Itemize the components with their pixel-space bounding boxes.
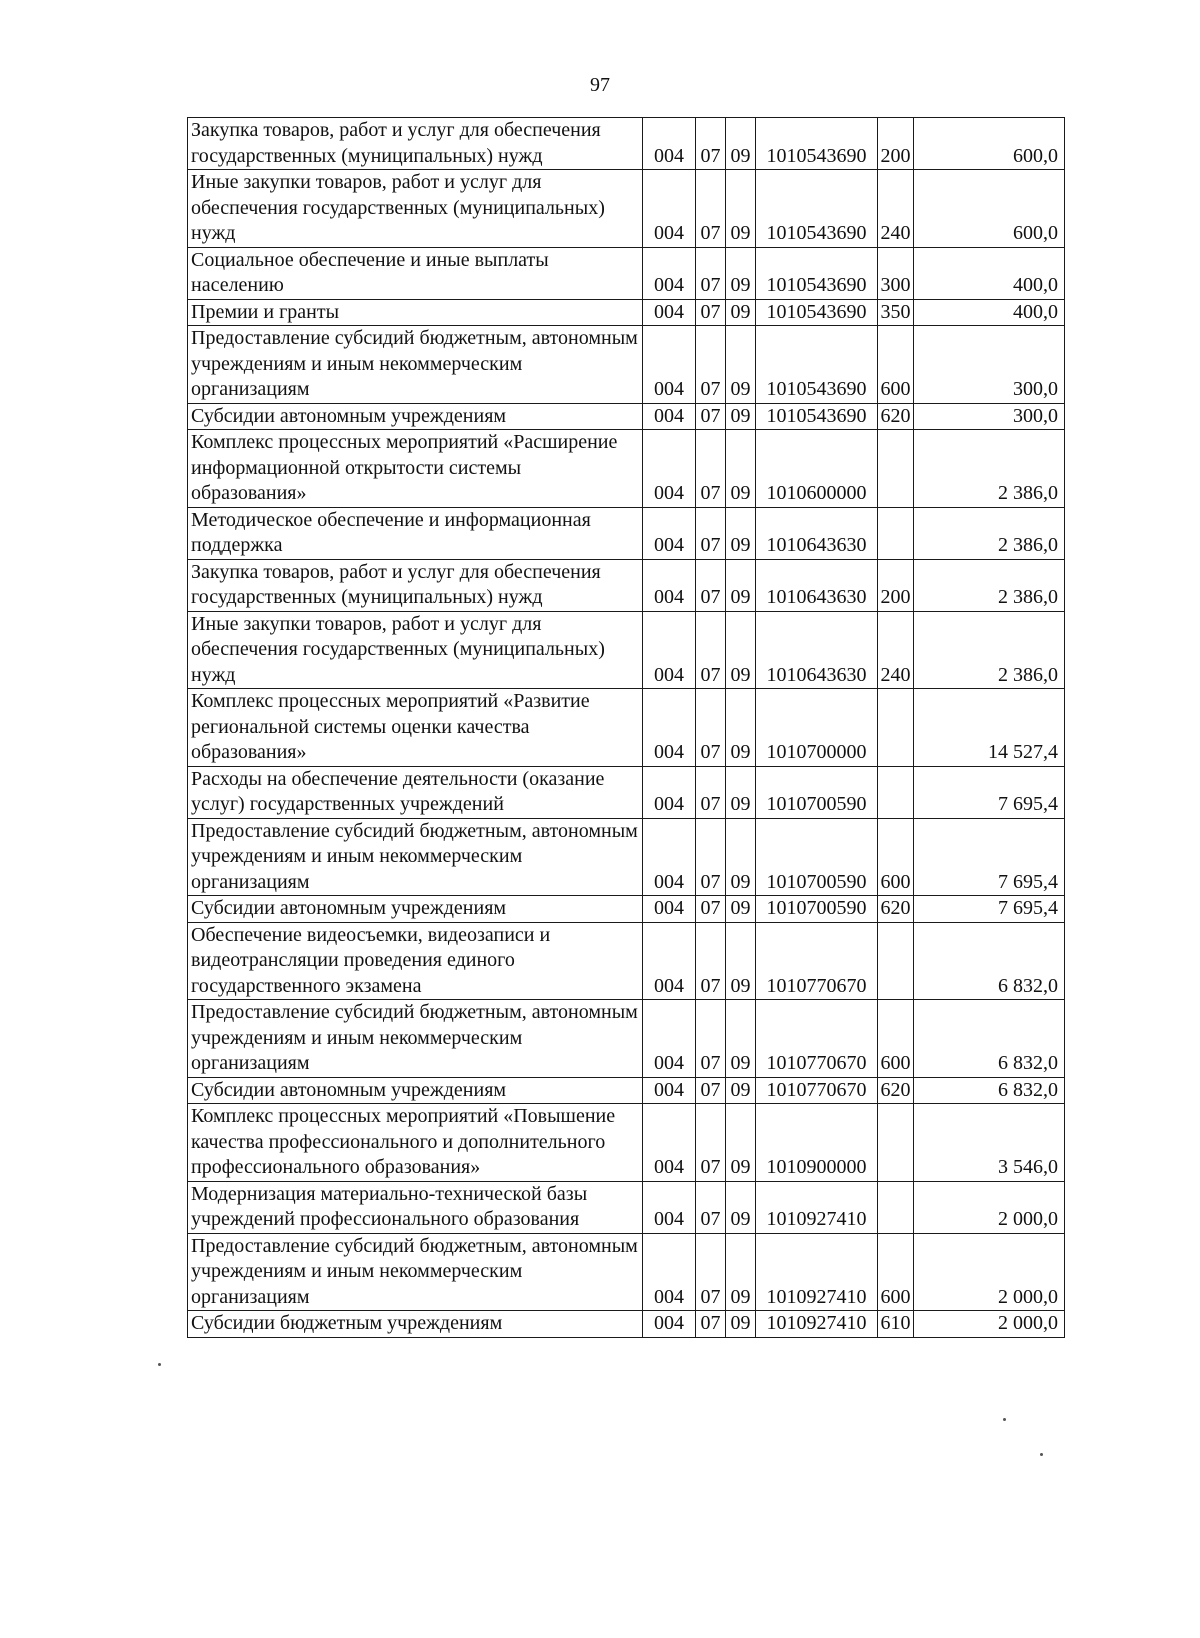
row-name: Комплекс процессных мероприятий «Повышение качества профессионального и дополнительного профессионального образования»: [188, 1104, 643, 1182]
row-subsection-code: 09: [726, 818, 756, 896]
row-ved-code: 004: [643, 430, 696, 508]
row-expense-type-code: [878, 922, 914, 1000]
table-row: [188, 299, 1065, 326]
row-expense-type-code: [878, 1181, 914, 1233]
table-row: [188, 1104, 1065, 1182]
row-expense-type-code: 620: [878, 896, 914, 923]
row-expense-type-code: 600: [878, 818, 914, 896]
row-amount: 2 386,0: [914, 611, 1065, 689]
row-target-article-code: 1010770670: [756, 1077, 878, 1104]
row-amount: 2 000,0: [914, 1233, 1065, 1311]
row-name: Иные закупки товаров, работ и услуг для обеспечения государственных (муниципальных) нужд: [188, 611, 643, 689]
row-target-article-code: 1010700590: [756, 818, 878, 896]
row-target-article-code: 1010927410: [756, 1311, 878, 1338]
row-section-code: 07: [696, 430, 726, 508]
row-expense-type-code: [878, 507, 914, 559]
row-name: Методическое обеспечение и информационная поддержка: [188, 507, 643, 559]
row-ved-code: 004: [643, 1311, 696, 1338]
row-amount: 600,0: [914, 170, 1065, 248]
row-ved-code: 004: [643, 1104, 696, 1182]
row-section-code: 07: [696, 1233, 726, 1311]
row-ved-code: 004: [643, 1077, 696, 1104]
row-target-article-code: 1010543690: [756, 299, 878, 326]
row-name: Комплекс процессных мероприятий «Расширение информационной открытости системы образования»: [188, 430, 643, 508]
row-amount: 300,0: [914, 326, 1065, 404]
row-subsection-code: 09: [726, 559, 756, 611]
row-amount: 6 832,0: [914, 1077, 1065, 1104]
row-target-article-code: 1010600000: [756, 430, 878, 508]
row-target-article-code: 1010643630: [756, 611, 878, 689]
row-expense-type-code: 200: [878, 118, 914, 170]
table-row: [188, 1311, 1065, 1338]
row-ved-code: 004: [643, 118, 696, 170]
row-subsection-code: 09: [726, 299, 756, 326]
row-section-code: 07: [696, 689, 726, 767]
row-name: Предоставление субсидий бюджетным, автономным учреждениям и иным некоммерческим организациям: [188, 818, 643, 896]
row-expense-type-code: 240: [878, 611, 914, 689]
row-section-code: 07: [696, 170, 726, 248]
page-number: 97: [590, 74, 610, 96]
table-row: [188, 559, 1065, 611]
table-row: [188, 430, 1065, 508]
row-target-article-code: 1010543690: [756, 403, 878, 430]
table-row: [188, 118, 1065, 170]
row-subsection-code: 09: [726, 1000, 756, 1078]
row-subsection-code: 09: [726, 247, 756, 299]
row-amount: 7 695,4: [914, 766, 1065, 818]
row-ved-code: 004: [643, 766, 696, 818]
budget-table: [187, 117, 1065, 1338]
row-amount: 400,0: [914, 299, 1065, 326]
row-ved-code: 004: [643, 403, 696, 430]
row-subsection-code: 09: [726, 611, 756, 689]
row-section-code: 07: [696, 818, 726, 896]
table-row: [188, 326, 1065, 404]
row-amount: 7 695,4: [914, 896, 1065, 923]
row-expense-type-code: 350: [878, 299, 914, 326]
row-name: Субсидии автономным учреждениям: [188, 403, 643, 430]
row-subsection-code: 09: [726, 1233, 756, 1311]
row-section-code: 07: [696, 403, 726, 430]
table-row: [188, 818, 1065, 896]
row-amount: 400,0: [914, 247, 1065, 299]
row-section-code: 07: [696, 118, 726, 170]
row-expense-type-code: 620: [878, 403, 914, 430]
row-ved-code: 004: [643, 299, 696, 326]
row-target-article-code: 1010700590: [756, 766, 878, 818]
scan-speck: [1003, 1418, 1006, 1421]
row-name: Премии и гранты: [188, 299, 643, 326]
row-ved-code: 004: [643, 326, 696, 404]
budget-table-body: [188, 118, 1065, 1338]
row-subsection-code: 09: [726, 326, 756, 404]
row-section-code: 07: [696, 1077, 726, 1104]
row-ved-code: 004: [643, 1000, 696, 1078]
row-subsection-code: 09: [726, 766, 756, 818]
row-ved-code: 004: [643, 1181, 696, 1233]
row-name: Расходы на обеспечение деятельности (оказание услуг) государственных учреждений: [188, 766, 643, 818]
row-target-article-code: 1010770670: [756, 1000, 878, 1078]
row-target-article-code: 1010927410: [756, 1233, 878, 1311]
row-ved-code: 004: [643, 170, 696, 248]
row-amount: 6 832,0: [914, 1000, 1065, 1078]
row-subsection-code: 09: [726, 922, 756, 1000]
row-target-article-code: 1010770670: [756, 922, 878, 1000]
row-expense-type-code: [878, 430, 914, 508]
row-ved-code: 004: [643, 922, 696, 1000]
row-amount: 2 000,0: [914, 1311, 1065, 1338]
row-section-code: 07: [696, 1311, 726, 1338]
row-subsection-code: 09: [726, 1181, 756, 1233]
row-ved-code: 004: [643, 247, 696, 299]
row-target-article-code: 1010543690: [756, 247, 878, 299]
row-section-code: 07: [696, 766, 726, 818]
row-section-code: 07: [696, 507, 726, 559]
row-target-article-code: 1010900000: [756, 1104, 878, 1182]
row-expense-type-code: 610: [878, 1311, 914, 1338]
row-ved-code: 004: [643, 896, 696, 923]
row-name: Субсидии бюджетным учреждениям: [188, 1311, 643, 1338]
row-section-code: 07: [696, 922, 726, 1000]
row-name: Закупка товаров, работ и услуг для обеспечения государственных (муниципальных) нужд: [188, 118, 643, 170]
row-name: Обеспечение видеосъемки, видеозаписи и видеотрансляции проведения единого государственного экзамена: [188, 922, 643, 1000]
row-ved-code: 004: [643, 689, 696, 767]
row-name: Предоставление субсидий бюджетным, автономным учреждениям и иным некоммерческим организациям: [188, 1000, 643, 1078]
row-expense-type-code: 620: [878, 1077, 914, 1104]
row-name: Социальное обеспечение и иные выплаты населению: [188, 247, 643, 299]
row-target-article-code: 1010543690: [756, 326, 878, 404]
row-amount: 2 386,0: [914, 559, 1065, 611]
table-row: [188, 507, 1065, 559]
row-target-article-code: 1010700000: [756, 689, 878, 767]
row-target-article-code: 1010927410: [756, 1181, 878, 1233]
row-subsection-code: 09: [726, 430, 756, 508]
table-row: [188, 689, 1065, 767]
row-name: Субсидии автономным учреждениям: [188, 896, 643, 923]
row-name: Комплекс процессных мероприятий «Развитие региональной системы оценки качества образования»: [188, 689, 643, 767]
row-name: Модернизация материально-технической базы учреждений профессионального образования: [188, 1181, 643, 1233]
row-ved-code: 004: [643, 559, 696, 611]
table-row: [188, 403, 1065, 430]
row-amount: 3 546,0: [914, 1104, 1065, 1182]
row-section-code: 07: [696, 1000, 726, 1078]
table-row: [188, 1181, 1065, 1233]
row-target-article-code: 1010643630: [756, 507, 878, 559]
row-amount: 7 695,4: [914, 818, 1065, 896]
row-section-code: 07: [696, 299, 726, 326]
row-amount: 2 000,0: [914, 1181, 1065, 1233]
row-target-article-code: 1010543690: [756, 118, 878, 170]
row-name: Субсидии автономным учреждениям: [188, 1077, 643, 1104]
row-subsection-code: 09: [726, 1104, 756, 1182]
row-amount: 6 832,0: [914, 922, 1065, 1000]
row-section-code: 07: [696, 326, 726, 404]
row-subsection-code: 09: [726, 170, 756, 248]
row-expense-type-code: 300: [878, 247, 914, 299]
row-subsection-code: 09: [726, 689, 756, 767]
row-section-code: 07: [696, 896, 726, 923]
row-target-article-code: 1010643630: [756, 559, 878, 611]
row-name: Предоставление субсидий бюджетным, автономным учреждениям и иным некоммерческим организациям: [188, 326, 643, 404]
table-row: [188, 1233, 1065, 1311]
row-section-code: 07: [696, 611, 726, 689]
table-row: [188, 1077, 1065, 1104]
row-name: Иные закупки товаров, работ и услуг для обеспечения государственных (муниципальных) нужд: [188, 170, 643, 248]
row-ved-code: 004: [643, 1233, 696, 1311]
row-expense-type-code: [878, 1104, 914, 1182]
row-expense-type-code: 240: [878, 170, 914, 248]
row-expense-type-code: 200: [878, 559, 914, 611]
row-section-code: 07: [696, 559, 726, 611]
table-row: [188, 247, 1065, 299]
row-amount: 14 527,4: [914, 689, 1065, 767]
row-subsection-code: 09: [726, 118, 756, 170]
row-section-code: 07: [696, 247, 726, 299]
row-subsection-code: 09: [726, 896, 756, 923]
row-amount: 2 386,0: [914, 507, 1065, 559]
table-row: [188, 766, 1065, 818]
row-amount: 300,0: [914, 403, 1065, 430]
row-subsection-code: 09: [726, 403, 756, 430]
table-row: [188, 896, 1065, 923]
table-row: [188, 170, 1065, 248]
scan-speck: [158, 1363, 161, 1366]
scan-speck: [1040, 1453, 1043, 1456]
row-subsection-code: 09: [726, 1077, 756, 1104]
table-row: [188, 922, 1065, 1000]
row-target-article-code: 1010543690: [756, 170, 878, 248]
row-section-code: 07: [696, 1181, 726, 1233]
table-row: [188, 1000, 1065, 1078]
row-expense-type-code: 600: [878, 1000, 914, 1078]
row-expense-type-code: 600: [878, 1233, 914, 1311]
row-section-code: 07: [696, 1104, 726, 1182]
row-expense-type-code: [878, 766, 914, 818]
row-amount: 600,0: [914, 118, 1065, 170]
row-ved-code: 004: [643, 818, 696, 896]
row-ved-code: 004: [643, 611, 696, 689]
row-expense-type-code: 600: [878, 326, 914, 404]
table-row: [188, 611, 1065, 689]
row-subsection-code: 09: [726, 507, 756, 559]
row-name: Закупка товаров, работ и услуг для обеспечения государственных (муниципальных) нужд: [188, 559, 643, 611]
row-ved-code: 004: [643, 507, 696, 559]
row-subsection-code: 09: [726, 1311, 756, 1338]
row-name: Предоставление субсидий бюджетным, автономным учреждениям и иным некоммерческим организациям: [188, 1233, 643, 1311]
row-target-article-code: 1010700590: [756, 896, 878, 923]
row-expense-type-code: [878, 689, 914, 767]
row-amount: 2 386,0: [914, 430, 1065, 508]
